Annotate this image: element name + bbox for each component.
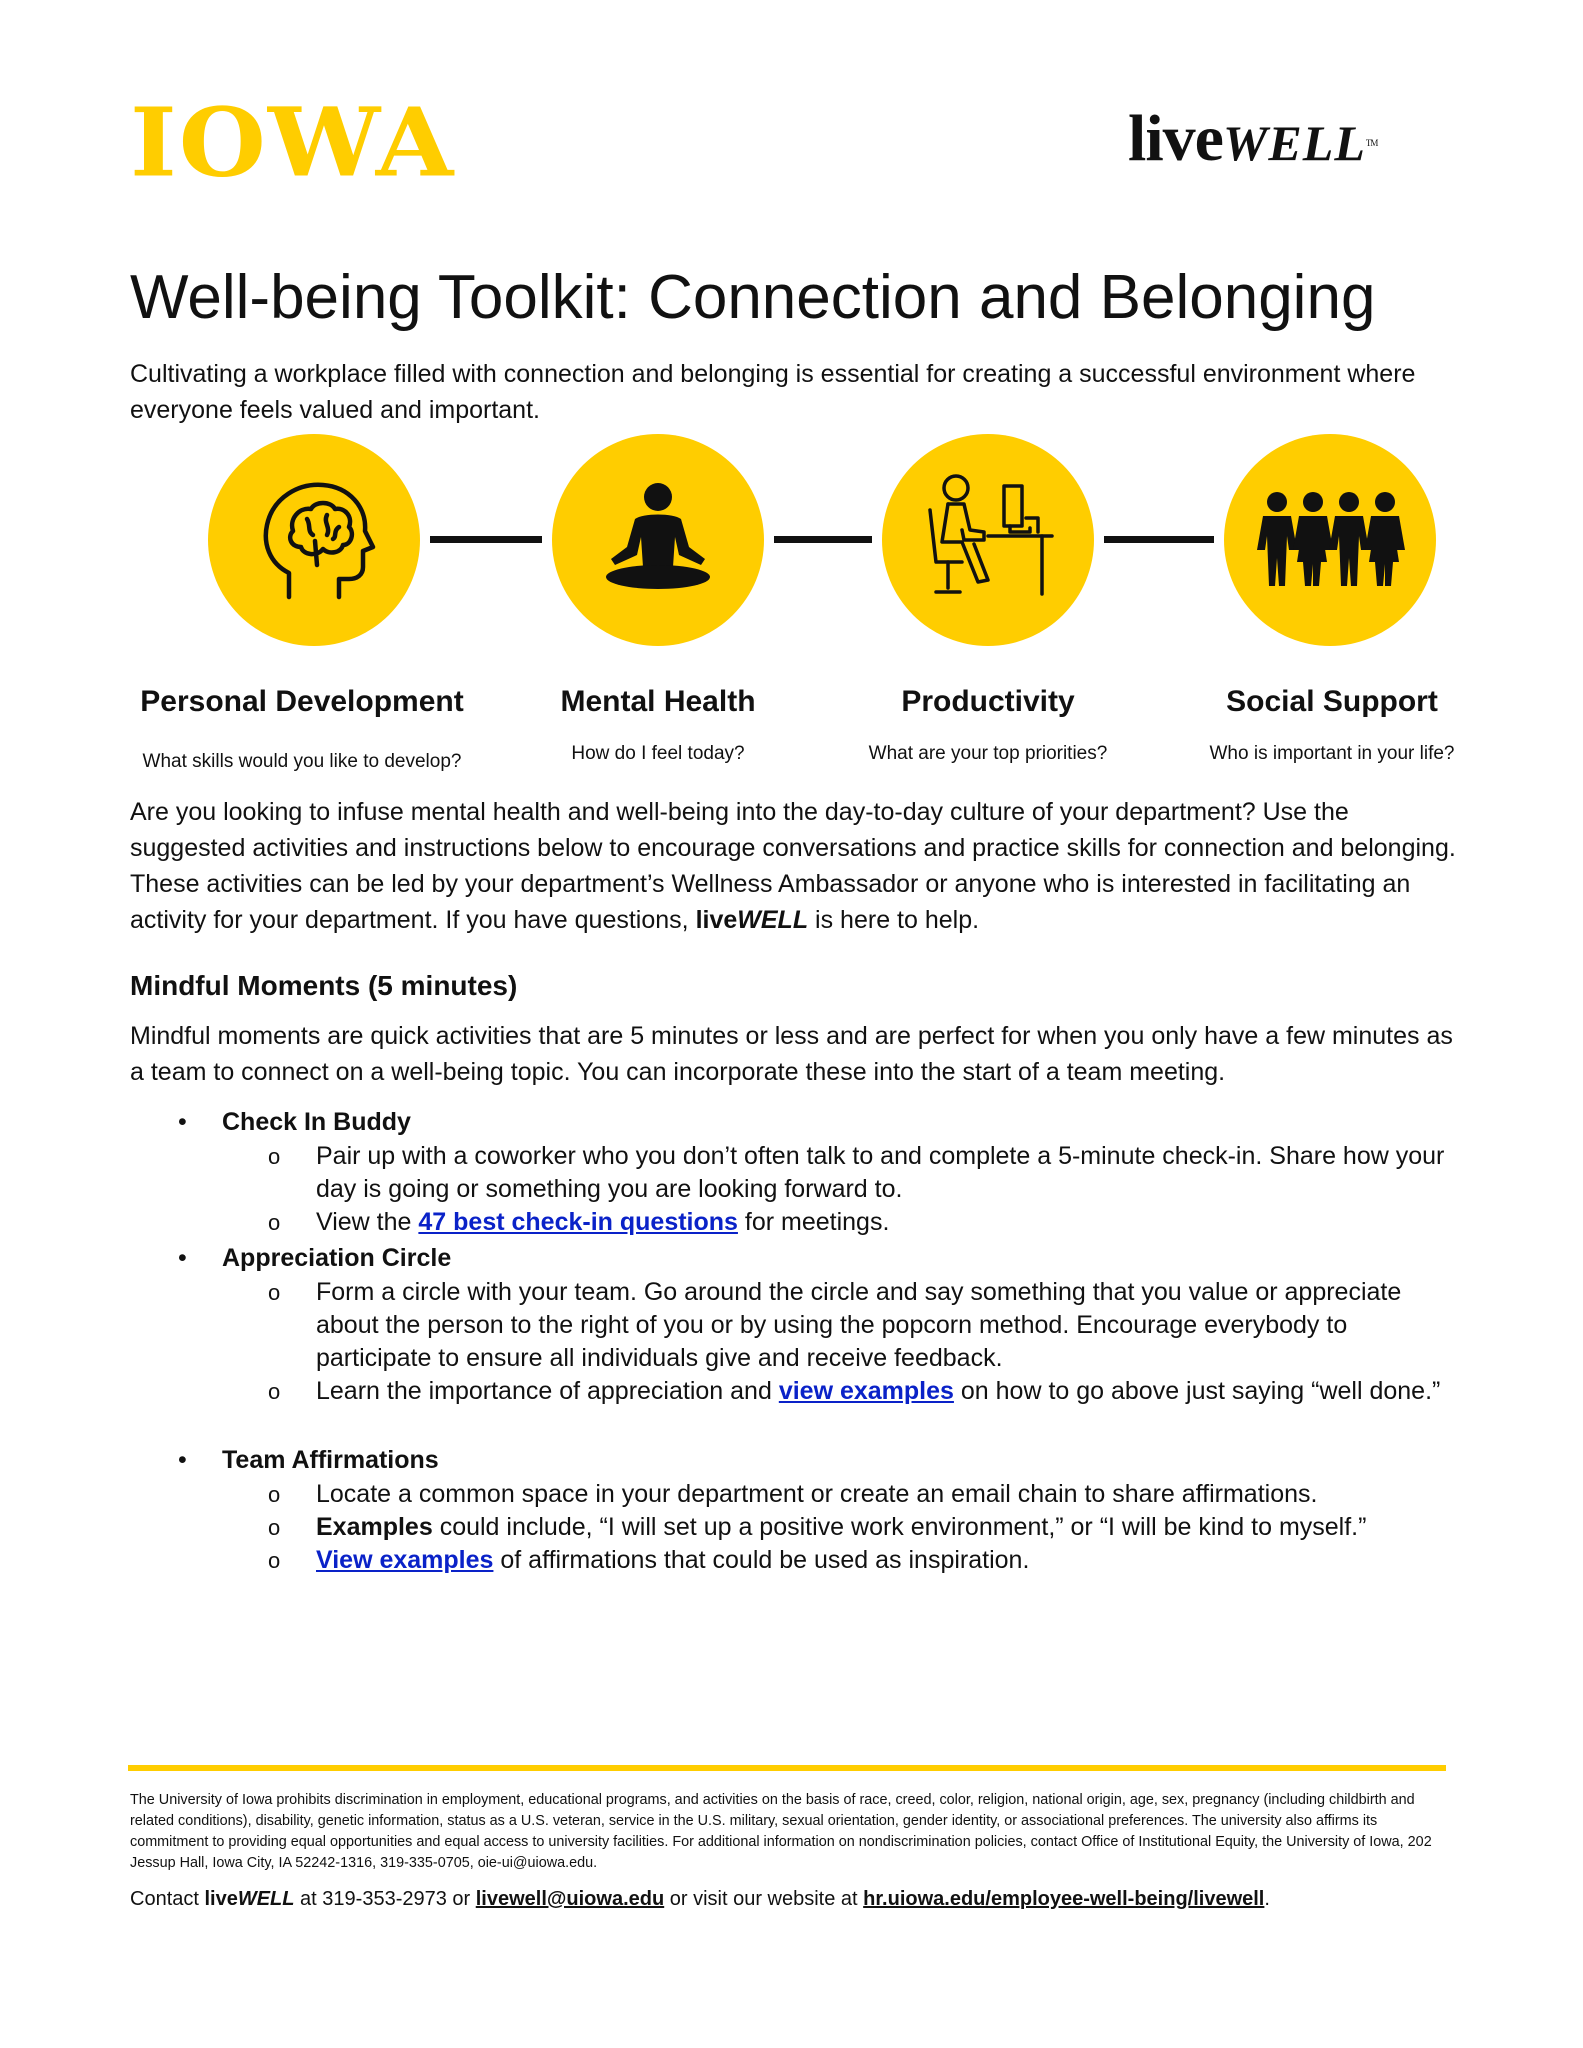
sub-list-item: [268, 1140, 1448, 1206]
social-support-circle: [1224, 434, 1436, 646]
intro-paragraph: Cultivating a workplace filled with connection and belonging is essential for creating a successful environment where everyone feels valued and important.: [130, 360, 1416, 424]
contact-line: [130, 1886, 1270, 1912]
team-affirmations-item-2-text: could include, “I will set up a positive work environment,” or “I will be kind to myself.”: [432, 1513, 1367, 1541]
pillar-subtitle-mental-health: How do I feel today?: [571, 743, 745, 764]
contact-brand-well: WELL: [237, 1888, 295, 1910]
sub-list-item: [268, 1375, 1448, 1408]
connector-line-1: [430, 536, 542, 543]
group-of-people-icon: [1255, 490, 1405, 590]
connector-line-2: [774, 536, 872, 543]
appreciation-circle-item-2-text: Learn the importance of appreciation and: [316, 1377, 779, 1405]
bullet-icon: •: [178, 1108, 187, 1136]
contact-mid: or visit our website at: [664, 1888, 864, 1910]
bullet-icon: •: [178, 1244, 187, 1272]
footer-divider: [128, 1765, 1446, 1771]
pillar-title-mental-health: Mental Health: [560, 685, 756, 718]
pillar-title-productivity: Productivity: [901, 685, 1075, 718]
sub-list-item: [268, 1276, 1448, 1375]
sub-list-item: [268, 1511, 1448, 1544]
appreciation-circle-item-1: Form a circle with your team. Go around the circle and say something that you value or appreciate about the person to the right of you or by using the popcorn method. Encourage everybody to participate to ensure all individuals give and receive feedback.: [316, 1278, 1402, 1372]
sub-bullet-icon: o: [268, 1515, 281, 1540]
check-in-buddy-item-1: Pair up with a coworker who you don’t often talk to and complete a 5-minute check-in. Share how your day is going or something you are looking forward to.: [316, 1142, 1445, 1203]
sub-bullet-icon: o: [268, 1379, 281, 1404]
appreciation-circle-item-2-end: on how to go above just saying “well done.”: [953, 1377, 1441, 1405]
sub-bullet-icon: o: [268, 1548, 281, 1573]
contact-end: .: [1264, 1888, 1270, 1910]
sub-list-item: [268, 1478, 1448, 1511]
livewell-brand-well: WELL: [737, 906, 809, 934]
body-paragraph-text: Are you looking to infuse mental health and well-being into the day-to-day culture of your department? Use the suggested activities and instructions below to encourage conversations and practice skills for connection and belonging. These activities can be led by your department’s Wellness Ambassador or anyone who is interested in facilitating an activity for your department. If you have questions,: [130, 798, 1456, 934]
sub-list-item: [268, 1544, 1448, 1577]
livewell-brand-live: live: [695, 906, 738, 934]
livewell-logo-tm: TM: [1365, 138, 1378, 148]
connector-line-3: [1104, 536, 1214, 543]
mindful-moments-description: Mindful moments are quick activities that are 5 minutes or less and are perfect for when you only have a few minutes as a team to connect on a well-being topic. You can incorporate these into the start of a team meeting.: [130, 1022, 1453, 1086]
livewell-logo-well: WELL: [1222, 115, 1366, 171]
examples-label: Examples: [316, 1513, 433, 1541]
list-item-team-affirmations: [180, 1444, 439, 1477]
check-in-questions-link[interactable]: 47 best check-in questions: [418, 1208, 738, 1236]
check-in-buddy-item-2-text: View the: [316, 1208, 419, 1236]
team-affirmations-item-3-text: of affirmations that could be used as inspiration.: [493, 1546, 1030, 1574]
iowa-logo: IOWA: [130, 85, 456, 199]
list-item-check-in-buddy: [180, 1106, 411, 1139]
brain-head-icon: [249, 475, 379, 605]
sub-list-item: [268, 1206, 1448, 1239]
team-affirmations-item-1: Locate a common space in your department or create an email chain to share affirmations.: [316, 1480, 1318, 1508]
pillar-subtitle-productivity: What are your top priorities?: [868, 743, 1108, 764]
view-examples-affirmations-link[interactable]: View examples: [316, 1546, 494, 1574]
sub-bullet-icon: o: [268, 1210, 281, 1235]
view-examples-appreciation-link[interactable]: view examples: [778, 1377, 954, 1405]
check-in-buddy-item-2-end: for meetings.: [737, 1208, 890, 1236]
sub-bullet-icon: o: [268, 1482, 281, 1507]
pillar-subtitle-personal-development: What skills would you like to develop?: [142, 751, 462, 772]
contact-brand-live: live: [204, 1888, 238, 1910]
livewell-logo: [1128, 102, 1378, 176]
mindful-moments-heading: Mindful Moments (5 minutes): [130, 970, 518, 1001]
check-in-buddy-title: Check In Buddy: [222, 1108, 411, 1136]
pillar-title-personal-development: Personal Development: [140, 685, 464, 718]
nondiscrimination-statement: The University of Iowa prohibits discrimination in employment, educational programs, and activities on the basis of race, creed, color, religion, national origin, age, sex, pregnancy (including childbirth and related conditions), disability, genetic information, status as a U.S. veteran, service in the U.S. military, sexual orientation, gender identity, or associational preferences. The university also affirms its commitment to providing equal opportunities and equal access to university facilities. For additional information on nondiscrimination policies, contact Office of Institutional Equity, the University of Iowa, 202 Jessup Hall, Iowa City, IA 52242-1316, 319-335-0705, oie-ui@uiowa.edu.: [130, 1792, 1432, 1871]
sub-bullet-icon: o: [268, 1144, 281, 1169]
contact-website-link[interactable]: hr.uiowa.edu/employee-well-being/livewell: [863, 1888, 1265, 1910]
body-paragraph-end: is here to help.: [808, 906, 980, 934]
list-item-appreciation-circle: [180, 1242, 451, 1275]
person-at-desk-icon: [918, 470, 1058, 610]
team-affirmations-title: Team Affirmations: [222, 1446, 439, 1474]
contact-phone: at 319-353-2973 or: [294, 1888, 476, 1910]
pillar-subtitle-social-support: Who is important in your life?: [1209, 743, 1455, 764]
meditation-icon: [593, 475, 723, 605]
page-title: Well-being Toolkit: Connection and Belonging: [130, 263, 1376, 332]
bullet-icon: •: [178, 1446, 187, 1474]
pillar-title-social-support: Social Support: [1226, 685, 1438, 718]
livewell-logo-live: live: [1128, 102, 1223, 175]
productivity-circle: [882, 434, 1094, 646]
body-paragraph: [130, 794, 1460, 938]
sub-bullet-icon: o: [268, 1280, 281, 1305]
personal-development-circle: [208, 434, 420, 646]
contact-prefix: Contact: [130, 1888, 205, 1910]
appreciation-circle-title: Appreciation Circle: [222, 1244, 452, 1272]
mental-health-circle: [552, 434, 764, 646]
contact-email-link[interactable]: livewell@uiowa.edu: [475, 1888, 665, 1910]
